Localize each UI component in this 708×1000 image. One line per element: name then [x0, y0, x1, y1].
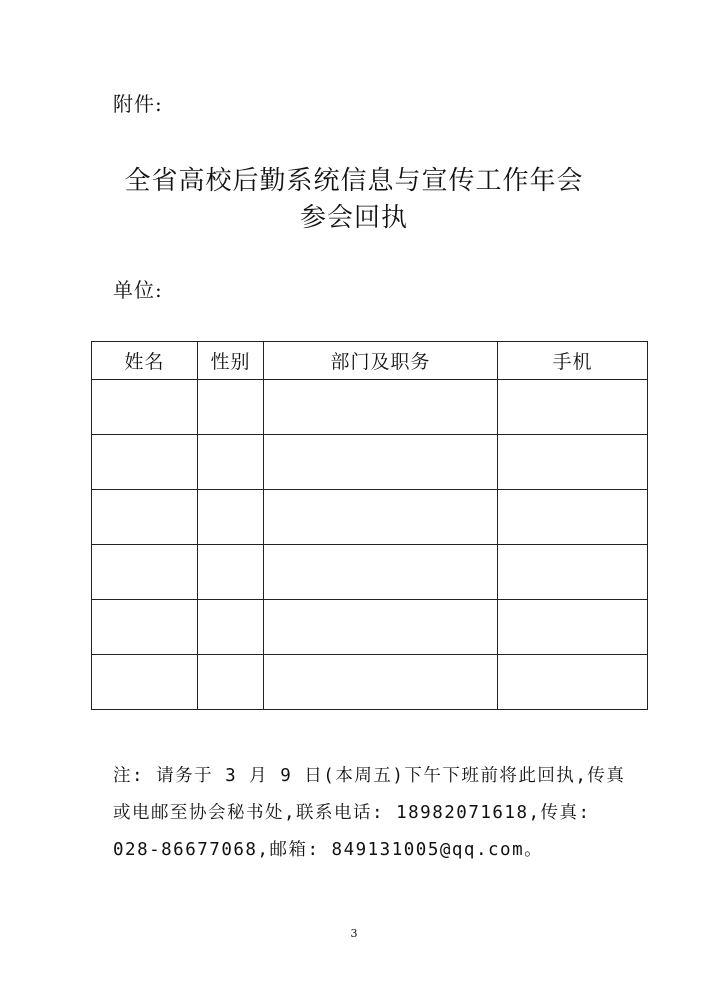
- cell-name: [92, 655, 198, 710]
- header-name: 姓名: [92, 342, 198, 380]
- cell-department-position: [264, 545, 498, 600]
- cell-mobile: [498, 380, 648, 435]
- cell-department-position: [264, 380, 498, 435]
- cell-name: [92, 545, 198, 600]
- table-row: [92, 600, 648, 655]
- cell-gender: [198, 490, 264, 545]
- cell-name: [92, 600, 198, 655]
- cell-mobile: [498, 490, 648, 545]
- header-mobile: 手机: [498, 342, 648, 380]
- note-paragraph: [113, 758, 643, 869]
- cell-gender: [198, 600, 264, 655]
- cell-mobile: [498, 435, 648, 490]
- cell-gender: [198, 655, 264, 710]
- page-number: 3: [350, 927, 358, 940]
- unit-label: 单位:: [113, 278, 163, 302]
- cell-department-position: [264, 655, 498, 710]
- cell-name: [92, 490, 198, 545]
- reply-form-table: [91, 341, 648, 710]
- table-header-row: [92, 342, 648, 380]
- header-gender: 性别: [198, 342, 264, 380]
- attachment-label: 附件:: [113, 92, 163, 116]
- cell-department-position: [264, 600, 498, 655]
- cell-mobile: [498, 600, 648, 655]
- cell-name: [92, 380, 198, 435]
- cell-mobile: [498, 655, 648, 710]
- table-row: [92, 380, 648, 435]
- header-department-position: 部门及职务: [264, 342, 498, 380]
- table-row: [92, 545, 648, 600]
- table-row: [92, 655, 648, 710]
- cell-mobile: [498, 545, 648, 600]
- cell-department-position: [264, 435, 498, 490]
- document-title: 全省高校后勤系统信息与宣传工作年会: [124, 166, 584, 196]
- note-line: 注: 请务于 3 月 9 日(本周五)下午下班前将此回执,传真: [113, 766, 626, 786]
- cell-department-position: [264, 490, 498, 545]
- table-row: [92, 490, 648, 545]
- note-line: 或电邮至协会秘书处,联系电话: 18982071618,传真:: [113, 803, 591, 823]
- note-line: 028-86677068,邮箱: 849131005@qq.com。: [113, 840, 544, 860]
- cell-name: [92, 435, 198, 490]
- cell-gender: [198, 435, 264, 490]
- cell-gender: [198, 545, 264, 600]
- document-subtitle: 参会回执: [299, 203, 408, 233]
- table-row: [92, 435, 648, 490]
- cell-gender: [198, 380, 264, 435]
